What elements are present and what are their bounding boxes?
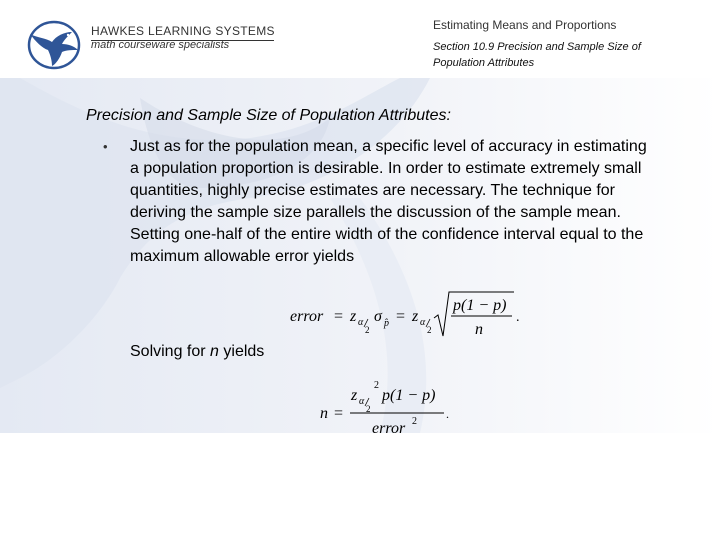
eq2-square-den: 2 xyxy=(412,416,417,427)
eq2-period: . xyxy=(446,407,449,421)
eq2-alpha: α xyxy=(359,396,365,407)
solving-variable: n xyxy=(210,343,219,360)
eq1-denominator: n xyxy=(475,321,483,338)
error-formula xyxy=(288,288,528,344)
eq2-half: 2 xyxy=(366,404,371,414)
eq1-sigma: σ xyxy=(374,308,382,325)
bullet-icon: • xyxy=(103,139,108,154)
eq1-z-1: z xyxy=(350,308,357,325)
solving-suffix: yields xyxy=(218,343,265,360)
eq1-lhs: error xyxy=(290,308,324,325)
brand-name: HAWKES LEARNING SYSTEMS xyxy=(91,24,275,38)
eq1-z-2: z xyxy=(412,308,419,325)
chapter-title: Estimating Means and Proportions xyxy=(433,18,617,32)
eq1-half-1: 2 xyxy=(365,325,370,335)
eq1-half-2: 2 xyxy=(427,325,432,335)
eq1-alpha-1: α xyxy=(358,317,364,328)
eq2-numerator: p(1 − p) xyxy=(382,387,436,404)
eq2-equals: = xyxy=(334,405,344,422)
eq2-denominator: error xyxy=(372,420,406,437)
eq2-lhs: n xyxy=(320,405,328,422)
eq1-equals-1: = xyxy=(334,308,344,325)
slide-heading: Precision and Sample Size of Population Attributes: xyxy=(86,107,451,124)
eq1-equals-2: = xyxy=(396,308,406,325)
eq1-period: . xyxy=(516,310,520,325)
body-paragraph: Just as for the population mean, a specific level of accuracy in estimating a population proportion is desirable. In order to estimate extremely small quantities, highly precise estimates are necessary. The technique for deriving the sample size parallels the discussion of the sample mean. Setting one-half of the entire width of the confidence interval equal to the maximum allowable error yields xyxy=(130,138,647,265)
eq1-p-hat: p̂ xyxy=(384,318,389,329)
eq2-z: z xyxy=(351,387,358,404)
eq1-numerator: p(1 − p) xyxy=(453,297,507,314)
sample-size-formula xyxy=(318,378,458,438)
hawkes-eagle-logo-icon xyxy=(26,20,82,70)
solving-text xyxy=(130,343,264,361)
solving-prefix: Solving for xyxy=(130,343,211,360)
section-title: Section 10.9 Precision and Sample Size of Population Attributes xyxy=(433,41,641,69)
eq1-alpha-2: α xyxy=(420,317,426,328)
eq2-square-num: 2 xyxy=(374,380,379,391)
brand-tagline: math courseware specialists xyxy=(91,39,230,51)
